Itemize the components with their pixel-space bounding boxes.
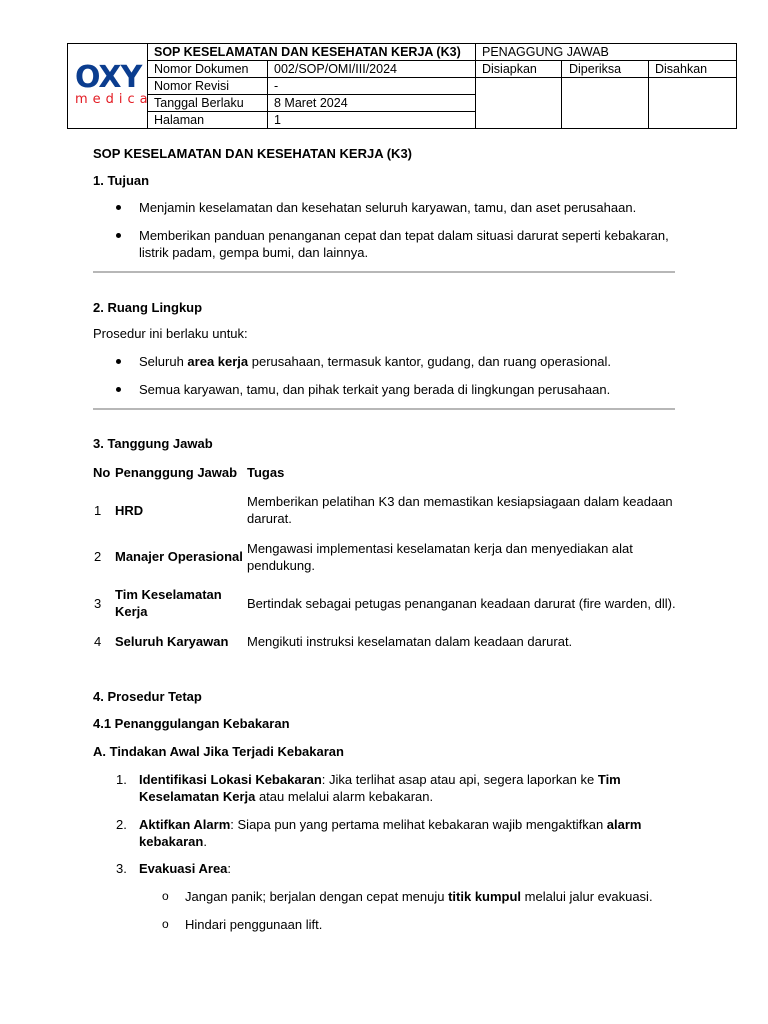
logo-oxy-text: OXY bbox=[75, 60, 142, 95]
table-cell-no: 4 bbox=[94, 634, 102, 649]
bullet-icon bbox=[116, 233, 121, 238]
table-cell-no: 3 bbox=[94, 596, 102, 611]
sop-title: SOP KESELAMATAN DAN KESEHATAN KERJA (K3) bbox=[154, 45, 461, 59]
table-cell-no: 1 bbox=[94, 503, 102, 518]
step-number: 3. bbox=[116, 861, 127, 876]
list-item: Menjamin keselamatan dan kesehatan seluruh karyawan, tamu, dan aset perusahaan. bbox=[139, 200, 637, 215]
sub-bullet-icon: o bbox=[162, 917, 169, 931]
step-text: Identifikasi Lokasi Kebakaran: Jika terlihat asap atau api, segera laporkan ke Tim bbox=[139, 772, 621, 787]
sign-col-approved: Disahkan bbox=[655, 62, 708, 76]
logo-medica-text: medica bbox=[75, 92, 153, 107]
row-value: - bbox=[274, 79, 279, 93]
document-title: SOP KESELAMATAN DAN KESEHATAN KERJA (K3) bbox=[93, 146, 413, 161]
table-cell-task: Mengikuti instruksi keselamatan dalam keadaan darurat. bbox=[247, 634, 573, 649]
row-value: 8 Maret 2024 bbox=[274, 96, 348, 110]
list-item: Semua karyawan, tamu, dan pihak terkait yang berada di lingkungan perusahaan. bbox=[139, 382, 611, 397]
step-text-continued: kebakaran. bbox=[139, 834, 207, 849]
table-cell-task: Memberikan pelatihan K3 dan memastikan kesiapsiagaan dalam keadaan bbox=[247, 494, 673, 509]
table-cell-task: Bertindak sebagai petugas penanganan keadaan darurat (fire warden, dll). bbox=[247, 596, 676, 611]
step-text-continued: Keselamatan Kerja atau melalui alarm kebakaran. bbox=[139, 789, 434, 804]
table-cell-role: HRD bbox=[115, 503, 144, 518]
table-cell-task: Mengawasi implementasi keselamatan kerja dan menyediakan alat bbox=[247, 541, 633, 556]
list-item-continued: listrik padam, gempa bumi, dan lainnya. bbox=[139, 245, 369, 260]
table-cell-no: 2 bbox=[94, 549, 102, 564]
column-header: No bbox=[93, 465, 111, 480]
table-cell-task: darurat. bbox=[247, 511, 292, 526]
step-number: 1. bbox=[116, 772, 127, 787]
divider bbox=[561, 60, 562, 129]
list-item: Seluruh area kerja perusahaan, termasuk kantor, gudang, dan ruang operasional. bbox=[139, 354, 611, 369]
row-label: Tanggal Berlaku bbox=[154, 96, 244, 110]
section-divider bbox=[93, 271, 675, 273]
section-heading: 4. Prosedur Tetap bbox=[93, 689, 202, 704]
responsible-heading: PENAGGUNG JAWAB bbox=[482, 45, 609, 59]
sub-list-item: Hindari penggunaan lift. bbox=[185, 917, 323, 932]
subsection-heading: 4.1 Penanggulangan Kebakaran bbox=[93, 716, 290, 731]
bullet-icon bbox=[116, 359, 121, 364]
list-item: Memberikan panduan penanganan cepat dan tepat dalam situasi darurat seperti kebakaran, bbox=[139, 228, 669, 243]
section-divider bbox=[93, 408, 675, 410]
section-heading: 3. Tanggung Jawab bbox=[93, 436, 213, 451]
table-cell-task: pendukung. bbox=[247, 558, 315, 573]
bullet-icon bbox=[116, 205, 121, 210]
section-intro: Prosedur ini berlaku untuk: bbox=[93, 326, 248, 341]
row-value: 002/SOP/OMI/III/2024 bbox=[274, 62, 397, 76]
sub-bullet-icon: o bbox=[162, 889, 169, 903]
divider bbox=[147, 77, 737, 78]
row-label: Nomor Revisi bbox=[154, 79, 230, 93]
divider bbox=[648, 60, 649, 129]
row-value: 1 bbox=[274, 113, 281, 127]
sign-col-checked: Diperiksa bbox=[569, 62, 622, 76]
column-header: Penanggung Jawab bbox=[115, 465, 238, 480]
table-cell-role: Seluruh Karyawan bbox=[115, 634, 229, 649]
row-label: Halaman bbox=[154, 113, 205, 127]
divider bbox=[147, 43, 148, 129]
section-heading: 2. Ruang Lingkup bbox=[93, 300, 203, 315]
step-text: Aktifkan Alarm: Siapa pun yang pertama melihat kebakaran wajib mengaktifkan alarm bbox=[139, 817, 642, 832]
subsection-heading: A. Tindakan Awal Jika Terjadi Kebakaran bbox=[93, 744, 344, 759]
divider bbox=[475, 43, 476, 129]
table-cell-role: Kerja bbox=[115, 604, 148, 619]
section-heading: 1. Tujuan bbox=[93, 173, 150, 188]
step-text: Evakuasi Area: bbox=[139, 861, 232, 876]
table-cell-role: Manajer Operasional bbox=[115, 549, 243, 564]
sign-col-prepared: Disiapkan bbox=[482, 62, 537, 76]
bullet-icon bbox=[116, 387, 121, 392]
sub-list-item: Jangan panik; berjalan dengan cepat menuju titik kumpul melalui jalur evakuasi. bbox=[185, 889, 653, 904]
row-label: Nomor Dokumen bbox=[154, 62, 249, 76]
table-cell-role: Tim Keselamatan bbox=[115, 587, 222, 602]
document-header-table bbox=[67, 43, 737, 129]
column-header: Tugas bbox=[247, 465, 285, 480]
step-number: 2. bbox=[116, 817, 127, 832]
